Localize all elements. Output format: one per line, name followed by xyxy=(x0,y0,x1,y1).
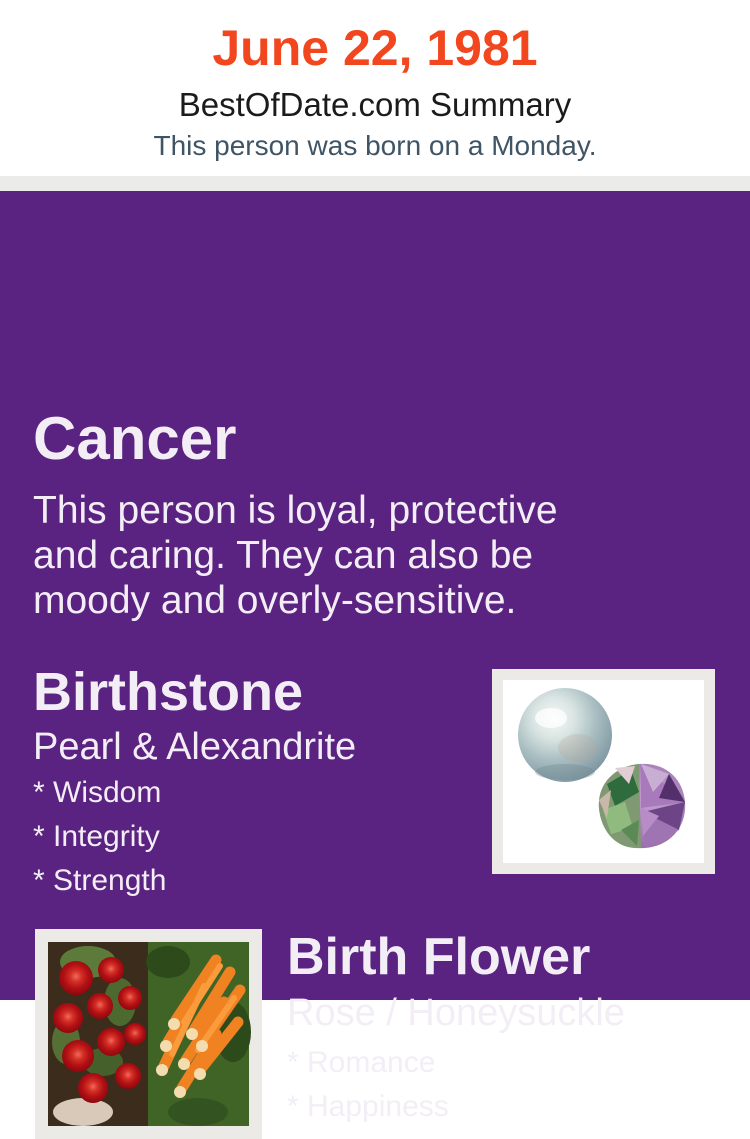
header-divider xyxy=(0,176,750,191)
rose-honeysuckle-image xyxy=(48,942,249,1126)
zodiac-description-line: This person is loyal, protective xyxy=(33,489,558,532)
birth-flower-photo-frame xyxy=(35,929,262,1139)
birthstone-trait-list xyxy=(33,778,166,910)
birth-flower-trait-list xyxy=(287,1048,449,1136)
birthstone-trait: * Integrity xyxy=(33,820,160,853)
site-summary-title: BestOfDate.com Summary xyxy=(178,86,572,123)
zodiac-sign-heading: Cancer xyxy=(33,405,237,472)
zodiac-description-line: moody and overly-sensitive. xyxy=(33,579,517,622)
date-title: June 22, 1981 xyxy=(212,20,538,76)
birth-flower-names: Rose / Honeysuckle xyxy=(287,992,625,1034)
pearl-alexandrite-image xyxy=(503,680,704,863)
birthstone-trait: * Wisdom xyxy=(33,776,162,809)
main-panel xyxy=(0,191,750,1123)
weekday-note: This person was born on a Monday. xyxy=(153,130,597,161)
birthstone-photo-frame xyxy=(492,669,715,874)
birthstone-trait: * Strength xyxy=(33,864,167,897)
birth-flower-trait: * Happiness xyxy=(287,1090,449,1123)
zodiac-description-line: and caring. They can also be xyxy=(33,534,534,577)
zodiac-description xyxy=(33,488,693,623)
birth-flower-heading: Birth Flower xyxy=(287,928,591,986)
birthstone-names: Pearl & Alexandrite xyxy=(33,726,357,768)
birthstone-heading: Birthstone xyxy=(33,662,303,722)
birth-flower-trait: * Romance xyxy=(287,1046,436,1079)
